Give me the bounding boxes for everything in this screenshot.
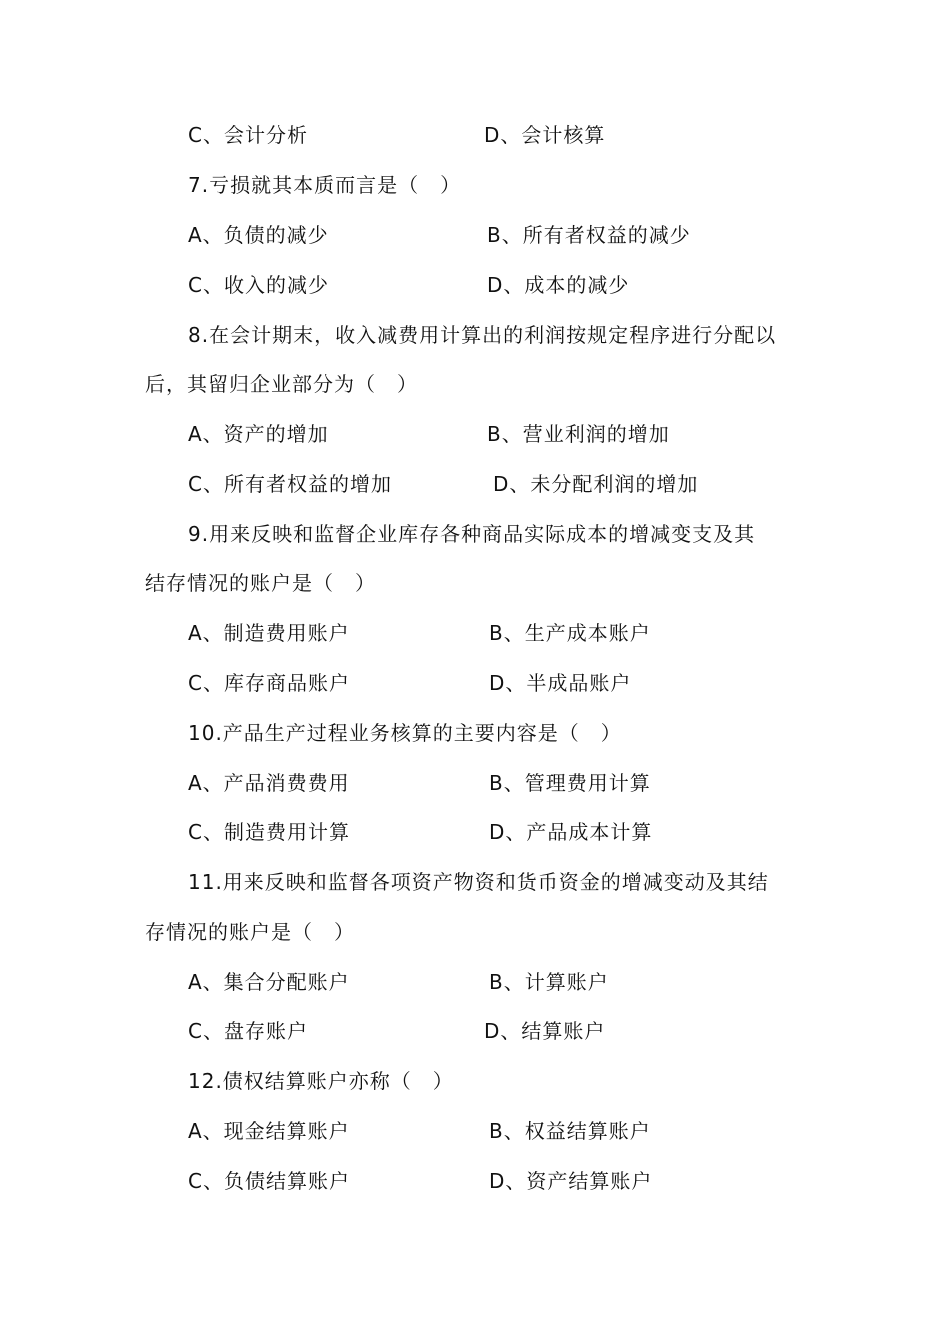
q10-option-b: B、管理费用计算 (489, 771, 651, 795)
q7-option-a: A、负债的减少 (188, 223, 329, 247)
q8-option-a: A、资产的增加 (188, 422, 329, 446)
q9-option-c: C、库存商品账户 (188, 671, 350, 695)
q10-option-c: C、制造费用计算 (188, 820, 350, 844)
q12-option-d: D、资产结算账户 (489, 1169, 653, 1193)
q9-option-a: A、制造费用账户 (188, 621, 350, 645)
q7-option-b: B、所有者权益的减少 (487, 223, 691, 247)
q6-option-d: D、会计核算 (484, 123, 606, 147)
q10-option-d: D、产品成本计算 (489, 820, 653, 844)
q10-option-a: A、产品消费费用 (188, 771, 350, 795)
q12-text: 12.债权结算账户亦称（ ） (188, 1069, 454, 1093)
q11-option-b: B、计算账户 (489, 970, 609, 994)
q9-text-line2: 结存情况的账户是（ ） (145, 571, 376, 595)
q8-option-d: D、未分配利润的增加 (493, 472, 699, 496)
q9-option-d: D、半成品账户 (489, 671, 632, 695)
q9-text-line1: 9.用来反映和监督企业库存各种商品实际成本的增减变支及其 (188, 522, 756, 546)
q12-option-b: B、权益结算账户 (489, 1119, 651, 1143)
q12-option-a: A、现金结算账户 (188, 1119, 350, 1143)
q11-option-c: C、盘存账户 (188, 1019, 308, 1043)
q11-text-line2: 存情况的账户是（ ） (145, 920, 355, 944)
q11-option-a: A、集合分配账户 (188, 970, 350, 994)
q8-text-line2: 后，其留归企业部分为（ ） (145, 372, 418, 396)
q8-text-line1: 8.在会计期末，收入减费用计算出的利润按规定程序进行分配以 (188, 323, 777, 347)
q7-option-d: D、成本的减少 (487, 273, 630, 297)
q7-option-c: C、收入的减少 (188, 273, 329, 297)
q11-text-line1: 11.用来反映和监督各项资产物资和货币资金的增减变动及其结 (188, 870, 769, 894)
q9-option-b: B、生产成本账户 (489, 621, 651, 645)
q8-option-c: C、所有者权益的增加 (188, 472, 392, 496)
q12-option-c: C、负债结算账户 (188, 1169, 350, 1193)
q11-option-d: D、结算账户 (484, 1019, 606, 1043)
q6-option-c: C、会计分析 (188, 123, 308, 147)
q10-text: 10.产品生产过程业务核算的主要内容是（ ） (188, 721, 622, 745)
q7-text: 7.亏损就其本质而言是（ ） (188, 173, 462, 197)
q8-option-b: B、营业利润的增加 (487, 422, 670, 446)
